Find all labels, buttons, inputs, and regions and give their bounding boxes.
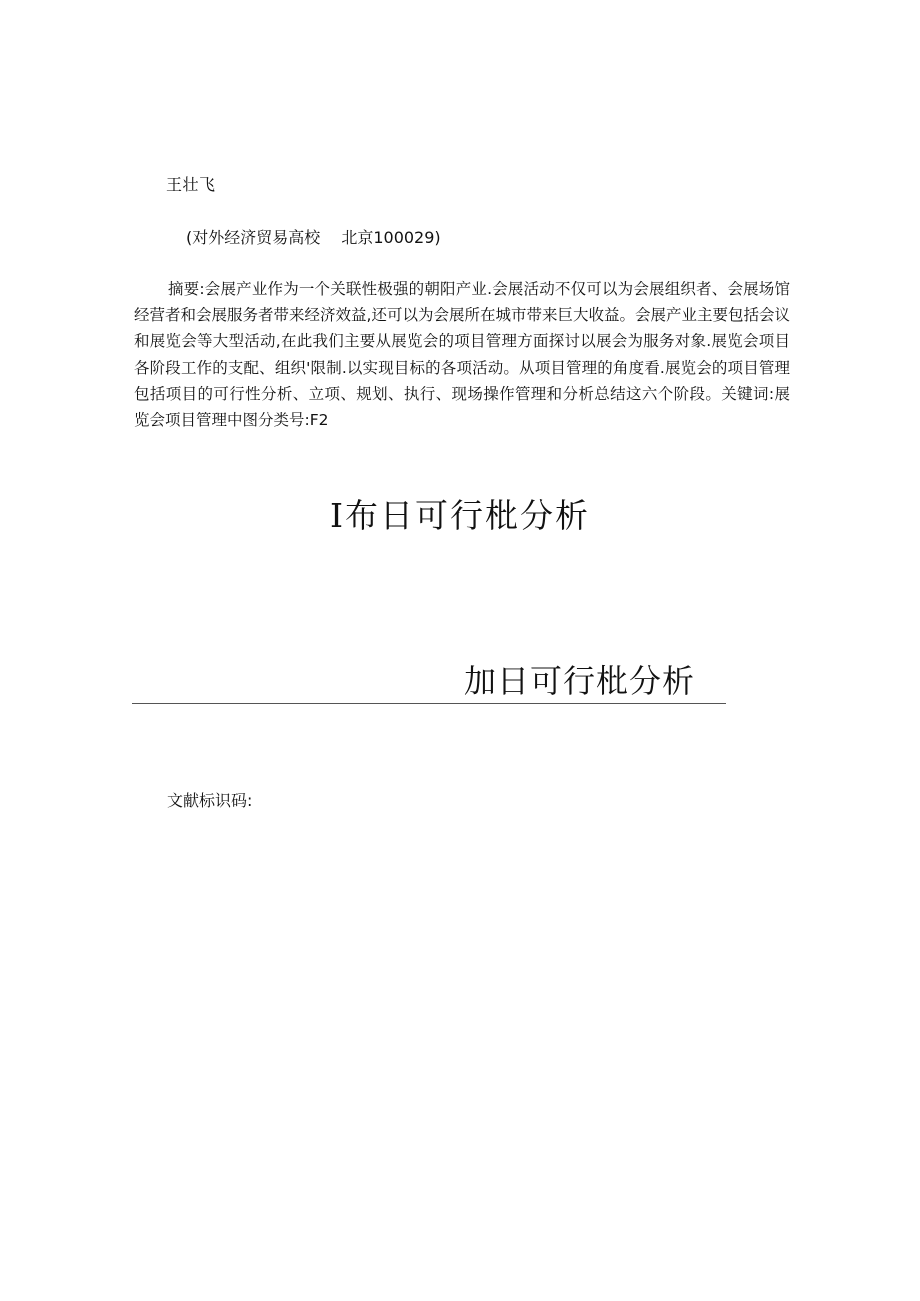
abstract-paragraph: 摘要:会展产业作为一个关联性极强的朝阳产业.会展活动不仅可以为会展组织者、会展场馆经营者和会展服务者带来经济效益,还可以为会展所在城市带来巨大收益。会展产业主要包括会议和展览会等大型活动,在此我们主要从展览会的项目管理方面探讨以展会为服务对象.展览会项目各阶段工作的支配、组织'限制.以实现目标的各项活动。从项目管理的角度看.展览会的项目管理包括项目的可行性分析、立项、规划、执行、现场操作管理和分析总结这六个阶段。关键词:展览会项目管理中图分类号:F2 — [134, 280, 790, 430]
author-affiliation: (对外经济贸易高校 北京100029) — [186, 228, 441, 247]
author-name: 王壮飞 — [166, 175, 216, 194]
document-identifier-label: 文献标识码: — [167, 791, 253, 810]
section-heading-2: 加日可行枇分析 — [464, 662, 696, 700]
horizontal-rule — [132, 703, 726, 704]
section-heading-1: I布日可行枇分析 — [329, 496, 591, 535]
